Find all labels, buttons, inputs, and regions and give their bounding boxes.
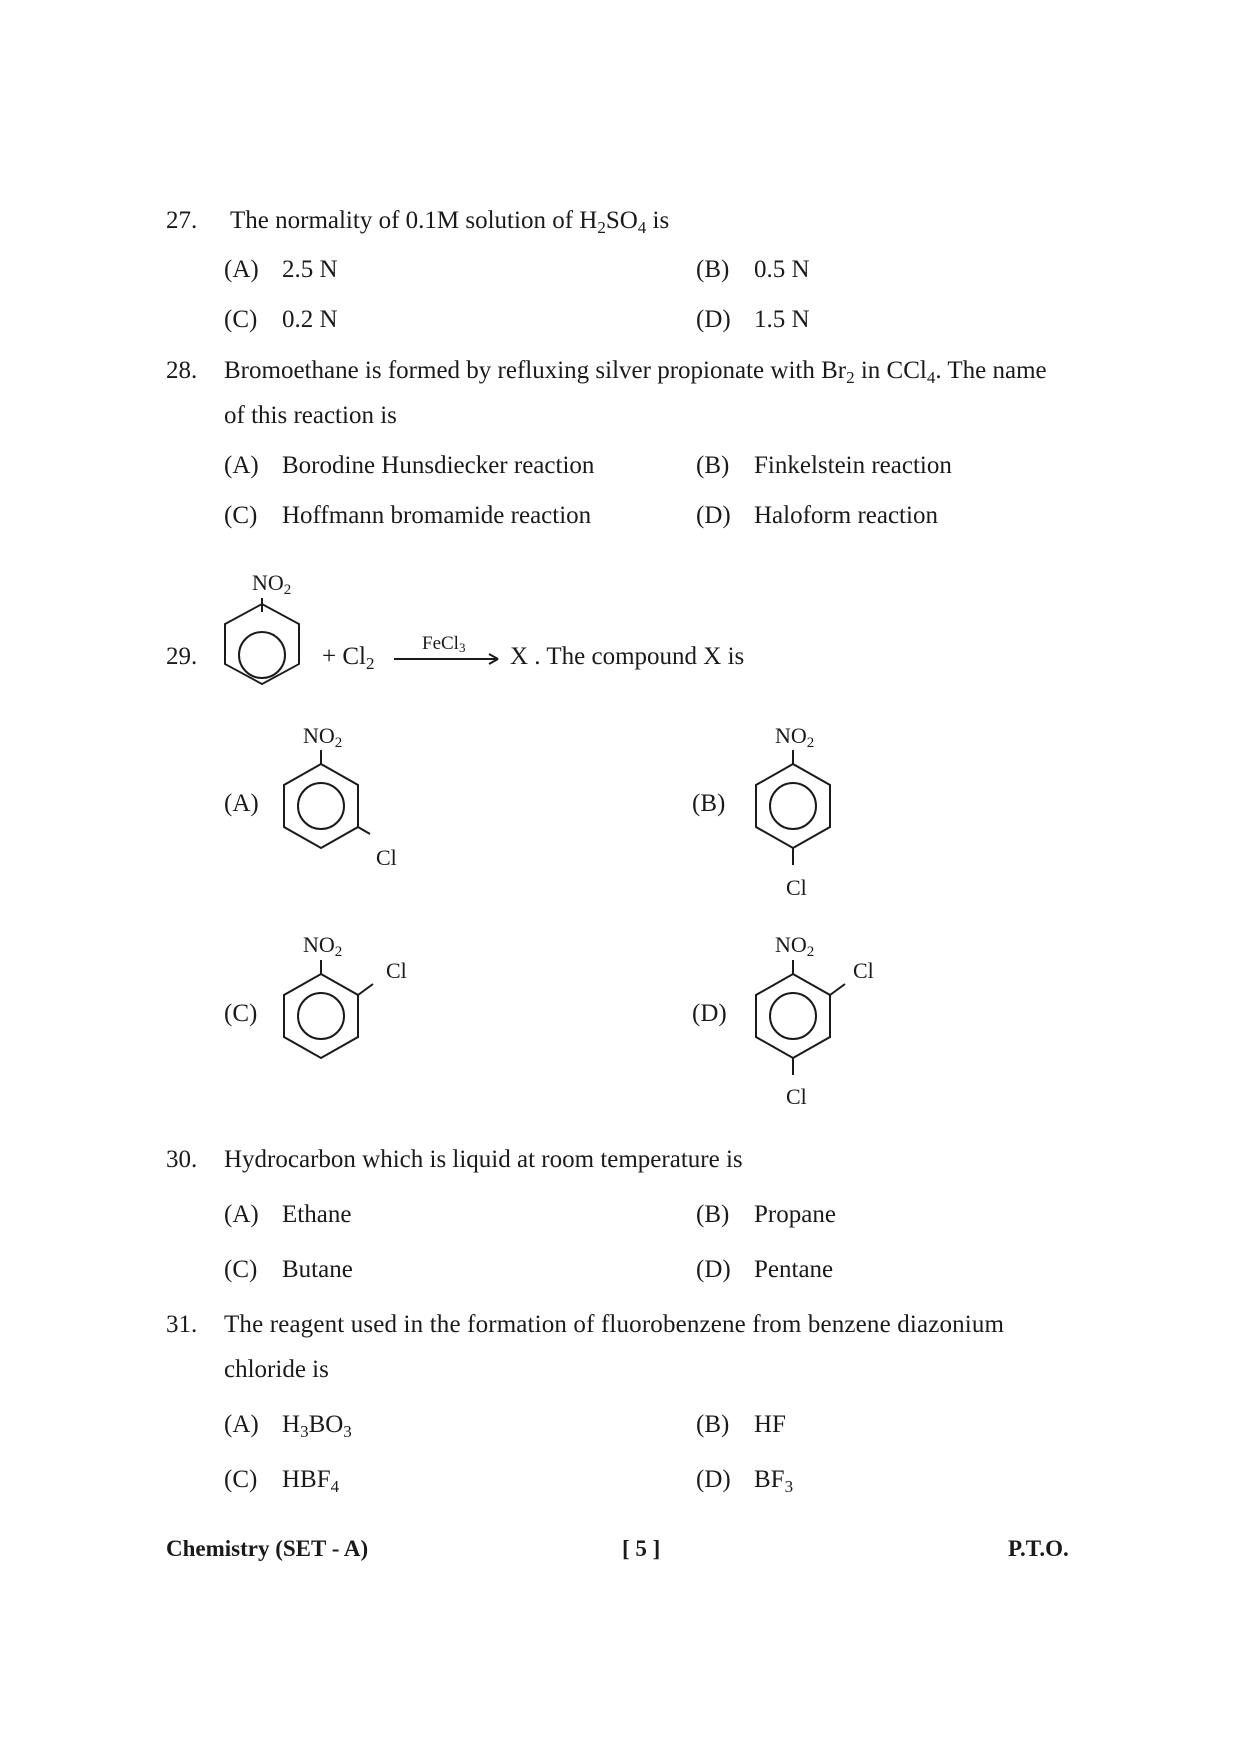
cl-label-para: Cl	[786, 1084, 807, 1109]
no2-label: $NO_2$	[303, 723, 343, 751]
option-d[interactable]: (D) $BF_3$	[696, 1466, 794, 1496]
no2-label: $NO_2$	[303, 932, 343, 960]
question-text: The reagent used in the formation of fluorobenzene from benzene diazonium	[224, 1311, 1005, 1338]
benzene-ring-icon	[753, 750, 833, 880]
option-d[interactable]: (D) Pentane	[696, 1256, 834, 1283]
option-b[interactable]: (B) 0.5 N	[696, 256, 810, 283]
reaction-arrow-icon	[394, 652, 504, 666]
option-label: (C)	[224, 1000, 258, 1027]
option-b[interactable]: (B) HF	[696, 1411, 786, 1438]
question-text-line2: of this reaction is	[224, 402, 397, 429]
question-text: The normality of 0.1M solution of $H_2SO_4$ is	[230, 207, 670, 237]
reactant-no2-label: $NO_2$	[252, 570, 292, 598]
question-number: 29.	[166, 643, 198, 670]
footer-pto: P.T.O.	[1008, 1536, 1069, 1561]
option-label: (A)	[224, 790, 259, 817]
no2-label: $NO_2$	[775, 932, 815, 960]
benzene-ring-icon	[222, 598, 302, 688]
option-a[interactable]: (A) Borodine Hunsdiecker reaction	[224, 452, 595, 479]
cl-label: Cl	[786, 875, 807, 900]
option-c[interactable]: (C) $HBF_4$	[224, 1466, 340, 1496]
catalyst-label: FeCl$_3$	[422, 633, 466, 655]
benzene-ring-icon	[281, 960, 381, 1070]
benzene-ring-icon	[753, 960, 853, 1090]
option-label: (D)	[692, 1000, 727, 1027]
reagent-chlorine: + $Cl_2$	[322, 643, 375, 673]
option-c[interactable]: (C) 0.2 N	[224, 306, 338, 333]
cl-label: Cl	[376, 845, 397, 870]
question-text: Hydrocarbon which is liquid at room temperature is	[224, 1146, 743, 1173]
cl-label-ortho: Cl	[853, 958, 874, 983]
option-label: (B)	[692, 790, 726, 817]
option-a[interactable]: (A) 2.5 N	[224, 256, 338, 283]
option-a[interactable]: (A) $H_3BO_3$	[224, 1411, 352, 1441]
option-b[interactable]: (B) Finkelstein reaction	[696, 452, 952, 479]
question-text: Bromoethane is formed by refluxing silver propionate with $Br_2$ in CCl$_4$. The name	[224, 357, 1047, 387]
question-number: 31.	[166, 1311, 198, 1338]
footer-subject: Chemistry (SET - A)	[166, 1536, 369, 1561]
option-c[interactable]: (C) Hoffmann bromamide reaction	[224, 502, 592, 529]
footer-page-number: [ 5 ]	[622, 1536, 661, 1561]
option-d[interactable]: (D) Haloform reaction	[696, 502, 938, 529]
question-text: X . The compound X is	[510, 643, 745, 670]
option-d[interactable]: (D) 1.5 N	[696, 306, 810, 333]
option-a[interactable]: (A) Ethane	[224, 1201, 352, 1228]
question-number: 28.	[166, 357, 198, 384]
question-number: 27.	[166, 207, 198, 234]
no2-label: $NO_2$	[775, 723, 815, 751]
benzene-ring-icon	[281, 750, 361, 860]
option-c[interactable]: (C) Butane	[224, 1256, 353, 1283]
option-b[interactable]: (B) Propane	[696, 1201, 836, 1228]
cl-label: Cl	[386, 958, 407, 983]
question-number: 30.	[166, 1146, 198, 1173]
question-text-line2: chloride is	[224, 1356, 329, 1383]
